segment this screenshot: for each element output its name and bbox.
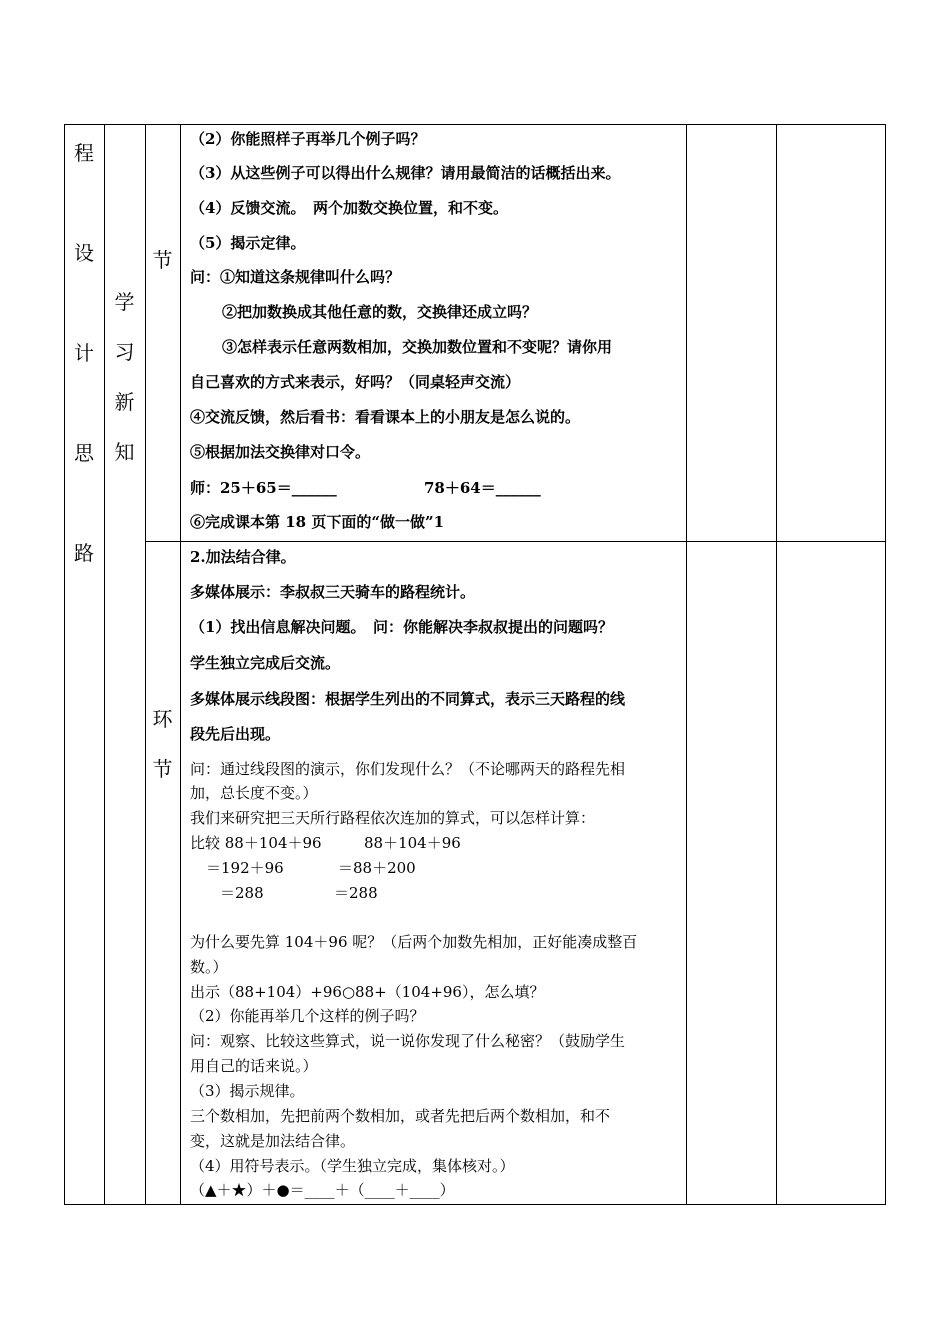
second-char: 学: [114, 290, 135, 314]
s1-line: ②把加数换成其他任意的数，交换律还成立吗？: [222, 303, 538, 321]
s2-line: 问：通过线段图的演示，你们发现什么？（不论哪两天的路程先相: [190, 760, 626, 778]
s2-line: ＝88＋200: [338, 859, 416, 877]
s1-line: ③怎样表示任意两数相加，交换加数位置和不变呢？请你用: [222, 338, 613, 356]
s2-line: 变，这就是加法结合律。: [190, 1132, 356, 1150]
col-divider-1: [104, 124, 105, 1204]
s2-line: 加，总长度不变。）: [190, 784, 318, 802]
s2-line: 为什么要先算 104＋96 呢？（后两个加数先相加，正好能凑成整百: [190, 933, 638, 951]
left-char: 思: [74, 441, 94, 465]
s2-line: 三个数相加，先把前两个数相加，或者先把后两个数相加，和不: [190, 1107, 611, 1125]
s1-line: （4）反馈交流。 两个加数交换位置，和不变。: [190, 199, 508, 217]
col-divider-2: [145, 124, 146, 1204]
left-char: 计: [74, 341, 94, 365]
s2-line: ＝288: [334, 884, 378, 902]
left-char: 程: [74, 141, 94, 165]
second-column-label: [104, 292, 145, 472]
second-char: 新: [114, 390, 135, 414]
s2-line: （2）你能再举几个这样的例子吗？: [190, 1007, 425, 1025]
s2-line: ＝192＋96: [206, 859, 284, 877]
left-char: 设: [74, 241, 94, 265]
s2-line: 学生独立完成后交流。: [190, 654, 341, 672]
s1-line: （3）从这些例子可以得出什么规律？请用最简洁的话概括出来。: [190, 164, 621, 182]
table-border-bottom: [64, 1204, 886, 1205]
s2-line: ＝288: [220, 884, 264, 902]
s1-line: 师：25＋65＝______: [190, 479, 337, 497]
s1-line: （2）你能照样子再举几个例子吗？: [190, 130, 426, 148]
s2-line: 用自己的话来说。）: [190, 1057, 318, 1075]
left-column-label: [64, 143, 104, 573]
s2-line: 2.加法结合律。: [190, 548, 296, 566]
section2-label: 环 节: [152, 707, 173, 781]
s2-line: 我们来研究把三天所行路程依次连加的算式，可以怎样计算：: [190, 809, 596, 827]
table-border-right: [885, 124, 886, 1204]
s1-line: ⑥完成课本第 18 页下面的“做一做”1: [190, 513, 445, 531]
left-char: 路: [74, 541, 94, 565]
s2-line: 比较 88＋104＋96: [190, 834, 322, 852]
s2-line: （1）找出信息解决问题。 问：你能解决李叔叔提出的问题吗？: [190, 618, 613, 636]
s2-line: 问：观察、比较这些算式，说一说你发现了什么秘密？（鼓励学生: [190, 1032, 626, 1050]
s1-line: （5）揭示定律。: [190, 234, 306, 252]
s1-line: ④交流反馈，然后看书：看看课本上的小朋友是怎么说的。: [190, 408, 581, 426]
col-divider-4: [686, 124, 687, 1204]
second-char: 知: [114, 440, 135, 464]
s2-line: （▲＋★）＋●＝____＋（____＋____）: [190, 1181, 455, 1199]
s1-line: 问：①知道这条规律叫什么吗？: [190, 268, 401, 286]
s1-line: 78＋64＝______: [424, 479, 541, 497]
s2-line: 多媒体展示线段图：根据学生列出的不同算式，表示三天路程的线: [190, 690, 626, 708]
section1-label: 节: [152, 248, 173, 272]
row-divider: [145, 541, 886, 542]
s2-line: 数。）: [190, 958, 228, 976]
s2-line: 88＋104＋96: [364, 834, 461, 852]
s2-line: （3）揭示规律。: [190, 1082, 305, 1100]
s1-line: 自己喜欢的方式来表示，好吗？（同桌轻声交流）: [190, 373, 521, 391]
table-border-top: [64, 124, 886, 125]
s2-line: 出示（88+104）+96○88+（104+96），怎么填？: [190, 983, 545, 1001]
col-divider-3: [180, 124, 181, 1204]
s1-line: ⑤根据加法交换律对口令。: [190, 443, 371, 461]
second-char: 习: [114, 340, 135, 364]
s2-line: 段先后出现。: [190, 725, 281, 743]
col-divider-5: [776, 124, 777, 1204]
s2-line: （4）用符号表示。（学生独立完成，集体核对。）: [190, 1157, 515, 1175]
s2-line: 多媒体展示：李叔叔三天骑车的路程统计。: [190, 583, 476, 601]
